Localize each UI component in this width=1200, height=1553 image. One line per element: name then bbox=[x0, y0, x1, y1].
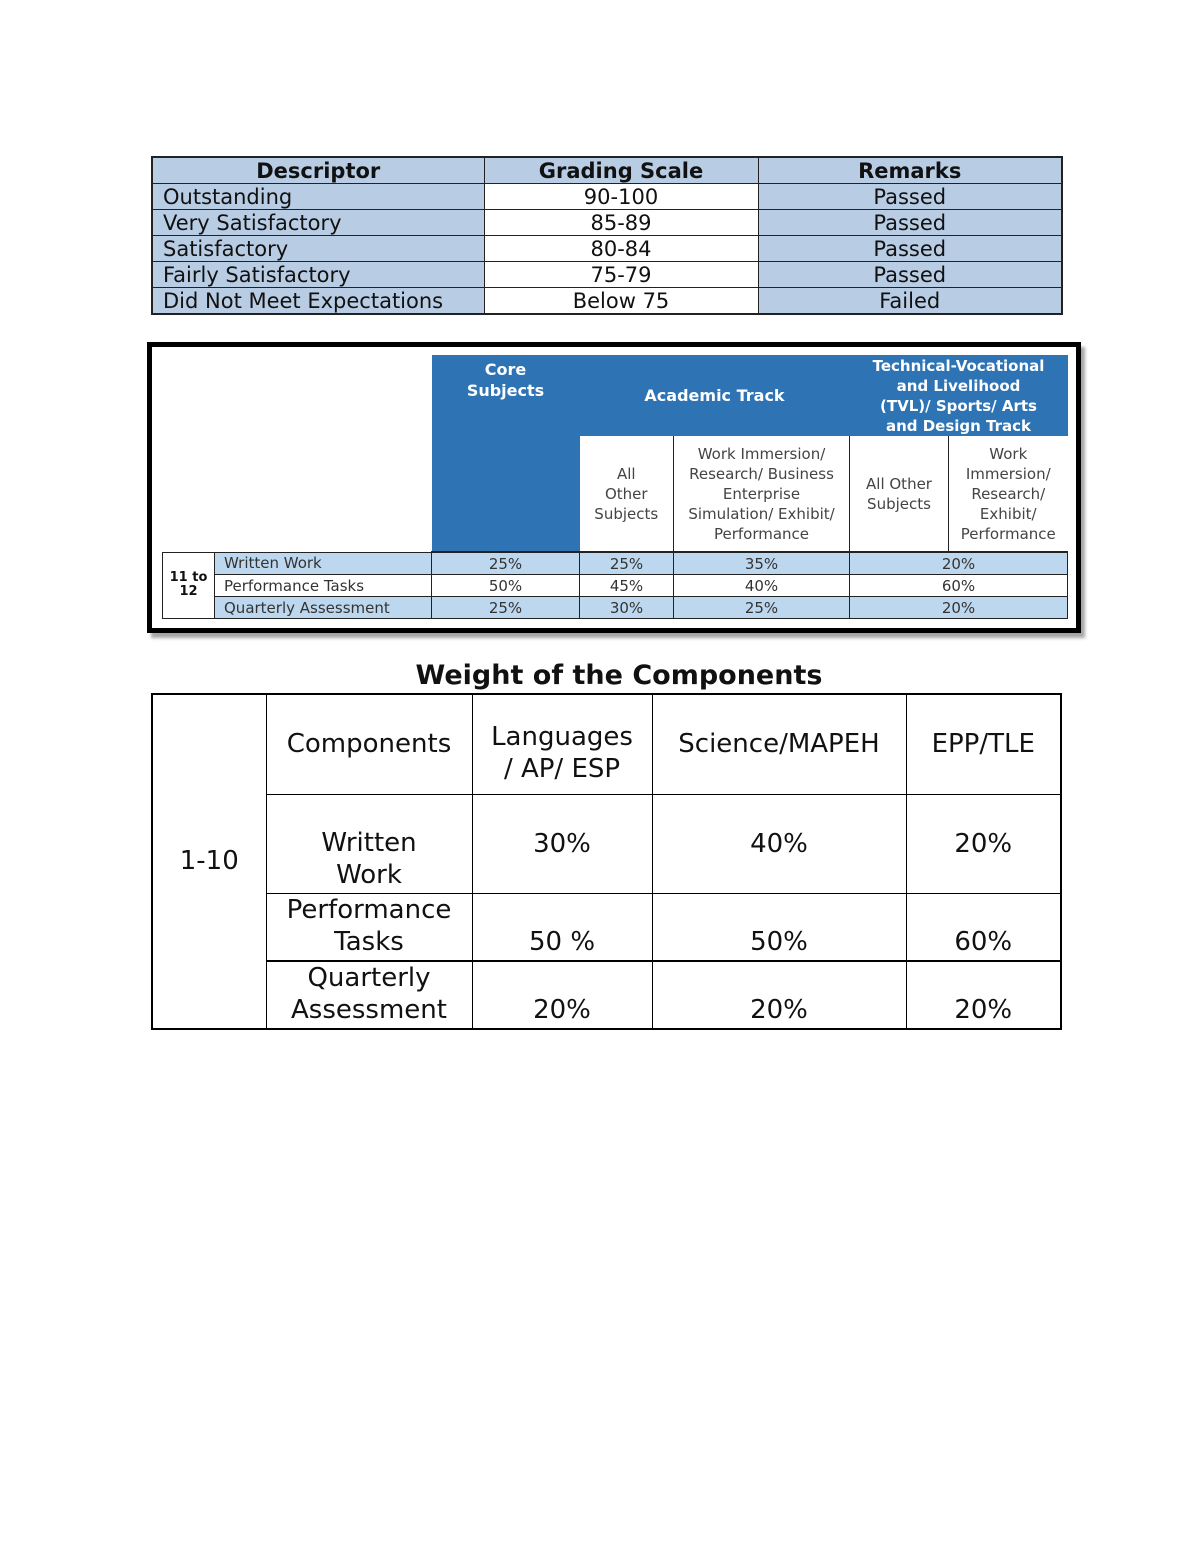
all-other-value: 25% bbox=[580, 552, 674, 575]
tvl-track-line: Technical-Vocational bbox=[872, 356, 1045, 375]
tvl-value: 20% bbox=[850, 552, 1068, 575]
tvl-value: 60% bbox=[850, 575, 1068, 597]
component-line: Quarterly bbox=[307, 962, 431, 993]
work-immersion-header bbox=[674, 436, 850, 552]
component-label: Written Work bbox=[215, 552, 432, 575]
tvl-track-line: and Design Track bbox=[885, 416, 1032, 435]
scale-cell: 85-89 bbox=[484, 210, 758, 236]
header-line: Immersion/ bbox=[965, 464, 1051, 483]
science-value: 40% bbox=[652, 794, 906, 893]
grade-level-cell bbox=[163, 552, 215, 619]
table-row bbox=[152, 262, 1062, 288]
descriptor-cell: Outstanding bbox=[152, 184, 484, 210]
all-other-subjects-header bbox=[580, 436, 674, 552]
languages-value: 20% bbox=[472, 961, 652, 1029]
table-row bbox=[152, 794, 1061, 893]
weight-header-row bbox=[152, 694, 1061, 794]
scale-cell: 90-100 bbox=[484, 184, 758, 210]
science-value: 50% bbox=[652, 893, 906, 961]
table-row bbox=[152, 236, 1062, 262]
grading-header-row bbox=[152, 157, 1062, 184]
header-line: All Other bbox=[866, 474, 932, 493]
table-row bbox=[152, 893, 1061, 961]
remarks-cell: Passed bbox=[758, 210, 1062, 236]
header-line: Performance bbox=[713, 524, 810, 543]
weight-components-title: Weight of the Components bbox=[415, 660, 823, 691]
header-line: Subjects bbox=[594, 504, 659, 523]
header-languages bbox=[472, 694, 652, 794]
component-line: Performance bbox=[286, 894, 452, 925]
epp-value: 60% bbox=[906, 893, 1061, 961]
descriptor-cell: Satisfactory bbox=[152, 236, 484, 262]
table-row bbox=[163, 552, 1068, 575]
core-value: 25% bbox=[432, 597, 580, 619]
epp-value: 20% bbox=[906, 794, 1061, 893]
header-epp: EPP/TLE bbox=[906, 694, 1061, 794]
tvl-work-immersion-header bbox=[949, 436, 1068, 552]
grading-scale-table bbox=[151, 156, 1063, 315]
work-immersion-value: 25% bbox=[674, 597, 850, 619]
languages-value: 50 % bbox=[472, 893, 652, 961]
header-line: All bbox=[616, 464, 636, 483]
all-other-value: 30% bbox=[580, 597, 674, 619]
epp-value: 20% bbox=[906, 961, 1061, 1029]
header-grading-scale: Grading Scale bbox=[484, 157, 758, 184]
shs-weights-frame bbox=[147, 342, 1081, 633]
header-line: Subjects bbox=[867, 494, 931, 513]
header-components: Components bbox=[266, 694, 472, 794]
work-immersion-value: 35% bbox=[674, 552, 850, 575]
header-line: Other bbox=[604, 484, 648, 503]
grade-level-cell: 1-10 bbox=[152, 694, 266, 1029]
component-line: Written bbox=[321, 827, 417, 858]
scale-cell: Below 75 bbox=[484, 288, 758, 315]
component-label: Quarterly Assessment bbox=[215, 597, 432, 619]
header-science: Science/MAPEH bbox=[652, 694, 906, 794]
table-row bbox=[152, 288, 1062, 315]
header-line: Simulation/ Exhibit/ bbox=[688, 504, 835, 523]
table-row bbox=[152, 961, 1061, 1029]
academic-track-header: Academic Track bbox=[580, 355, 850, 436]
tvl-track-line: (TVL)/ Sports/ Arts bbox=[880, 396, 1037, 415]
header-line: Work Immersion/ bbox=[697, 444, 826, 463]
weight-components-table bbox=[151, 693, 1062, 1030]
core-subjects-line: Core bbox=[484, 360, 527, 379]
tvl-track-header bbox=[850, 355, 1068, 436]
table-row bbox=[163, 575, 1068, 597]
shs-weights-table bbox=[162, 355, 1068, 619]
languages-value: 30% bbox=[472, 794, 652, 893]
core-subjects-header bbox=[432, 355, 580, 552]
table-row bbox=[163, 597, 1068, 619]
remarks-cell: Passed bbox=[758, 262, 1062, 288]
remarks-cell: Passed bbox=[758, 184, 1062, 210]
header-line: Work bbox=[989, 444, 1028, 463]
grade-level-line: 12 bbox=[179, 584, 198, 600]
scale-cell: 75-79 bbox=[484, 262, 758, 288]
header-descriptor: Descriptor bbox=[152, 157, 484, 184]
table-row bbox=[152, 210, 1062, 236]
header-line: / AP/ ESP bbox=[503, 754, 621, 785]
descriptor-cell: Did Not Meet Expectations bbox=[152, 288, 484, 315]
core-value: 50% bbox=[432, 575, 580, 597]
component-label bbox=[266, 893, 472, 961]
all-other-value: 45% bbox=[580, 575, 674, 597]
header-remarks: Remarks bbox=[758, 157, 1062, 184]
component-line: Work bbox=[336, 859, 402, 890]
header-line: Research/ bbox=[971, 484, 1046, 503]
remarks-cell: Passed bbox=[758, 236, 1062, 262]
component-label bbox=[266, 961, 472, 1029]
header-line: Performance bbox=[960, 524, 1056, 543]
tvl-track-line: and Livelihood bbox=[896, 376, 1021, 395]
core-subjects-line: Subjects bbox=[466, 381, 545, 400]
tvl-value: 20% bbox=[850, 597, 1068, 619]
tvl-all-other-subjects-header bbox=[850, 436, 949, 552]
component-line: Tasks bbox=[334, 926, 404, 957]
core-value: 25% bbox=[432, 552, 580, 575]
science-value: 20% bbox=[652, 961, 906, 1029]
scale-cell: 80-84 bbox=[484, 236, 758, 262]
remarks-cell: Failed bbox=[758, 288, 1062, 315]
descriptor-cell: Fairly Satisfactory bbox=[152, 262, 484, 288]
component-line: Assessment bbox=[291, 994, 447, 1025]
table-row bbox=[152, 184, 1062, 210]
grade-level-line: 11 to bbox=[169, 570, 208, 586]
header-line: Exhibit/ bbox=[979, 504, 1037, 523]
header-line: Research/ Business bbox=[689, 464, 834, 483]
header-line: Languages bbox=[491, 722, 633, 753]
component-label: Performance Tasks bbox=[215, 575, 432, 597]
descriptor-cell: Very Satisfactory bbox=[152, 210, 484, 236]
blank-corner-cell bbox=[163, 355, 432, 552]
component-label bbox=[266, 794, 472, 893]
header-line: Enterprise bbox=[722, 484, 801, 503]
work-immersion-value: 40% bbox=[674, 575, 850, 597]
